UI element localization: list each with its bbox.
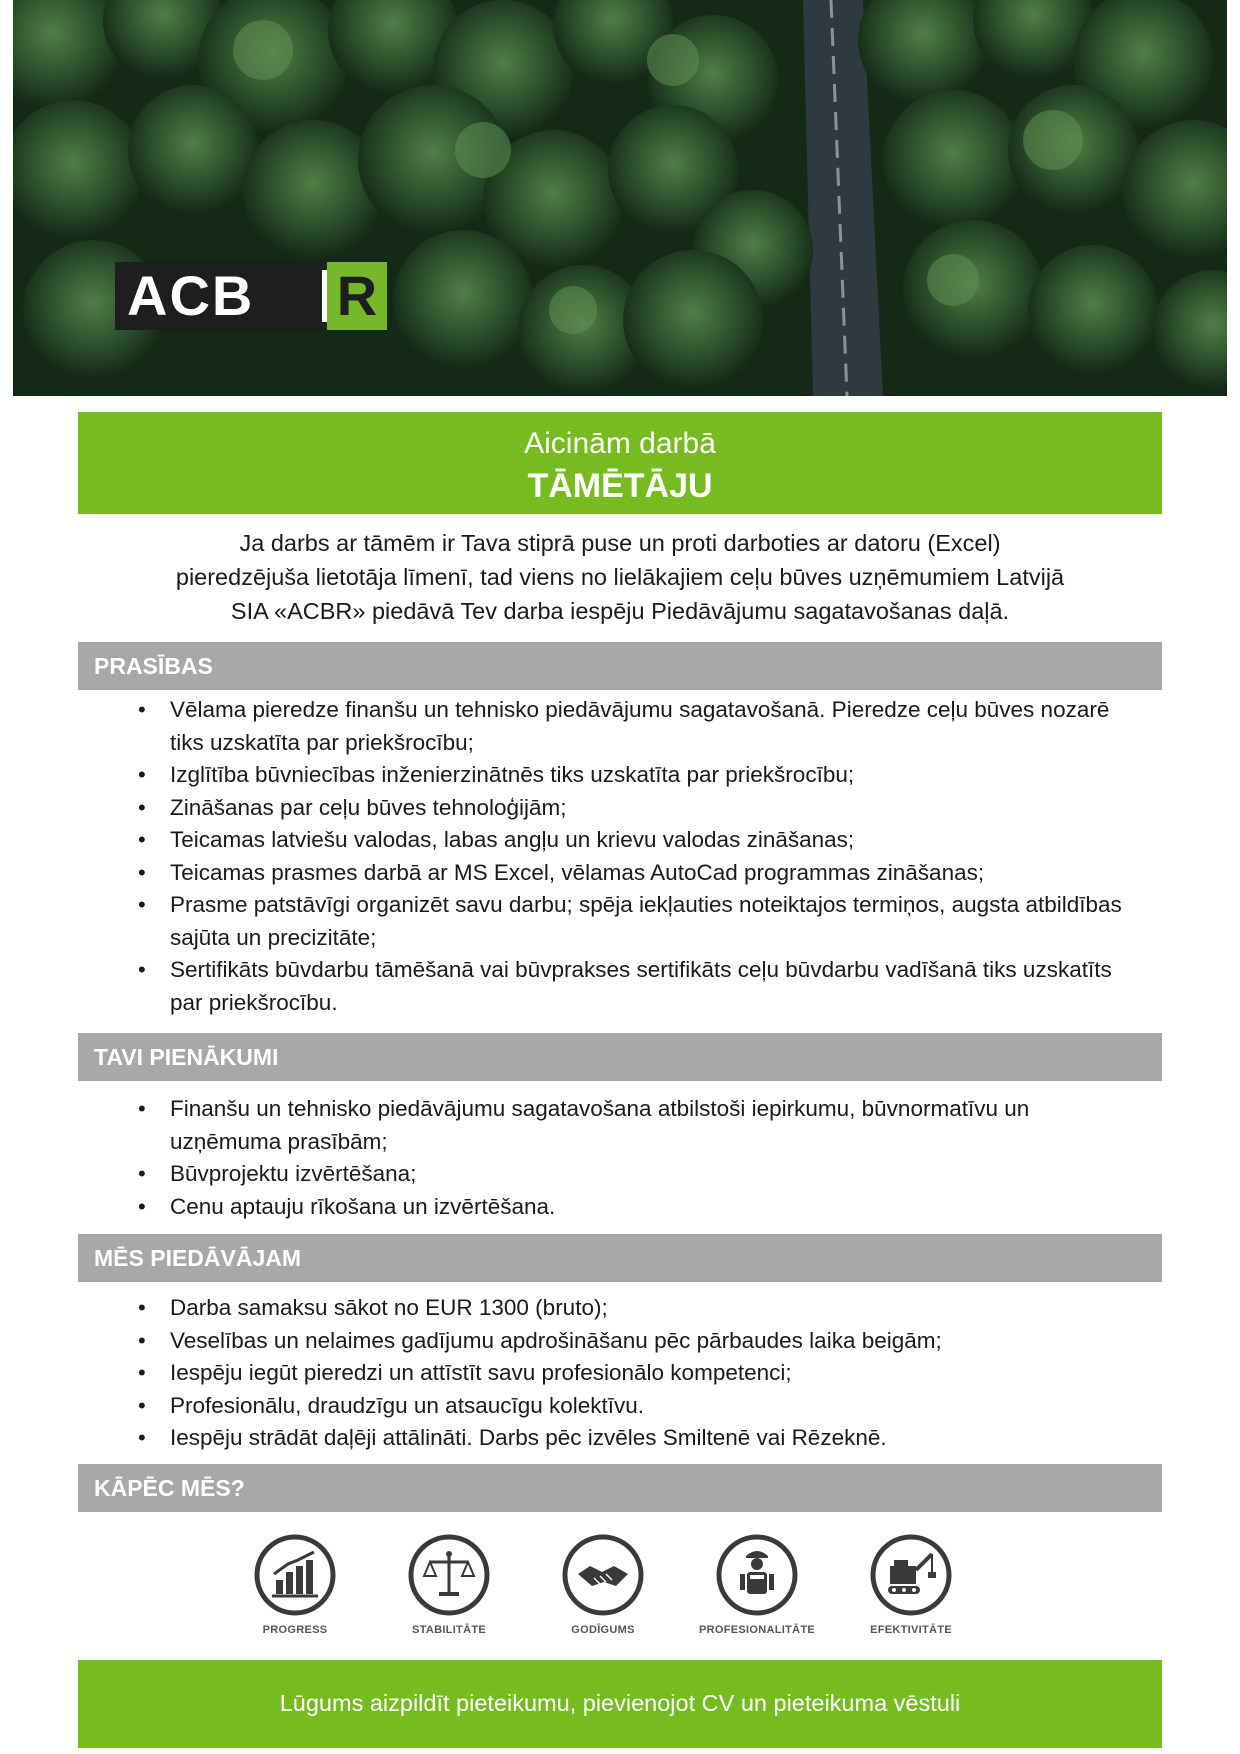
list-item: • Sertifikāts būvdarbu tāmēšanā vai būvprakses sertifikāts ceļu būvdarbu vadīšanā tiks uzskatīts par priekšrocību. <box>138 954 1138 1019</box>
requirements-heading: PRASĪBAS <box>78 642 1162 690</box>
list-item: • Cenu aptauju rīkošana un izvērtēšana. <box>138 1191 1138 1224</box>
offer-list <box>138 1292 1138 1455</box>
value-label: PROGRESS <box>262 1624 328 1636</box>
value-label: EFEKTIVITĀTE <box>870 1624 952 1636</box>
chart-icon <box>220 1530 370 1620</box>
list-item: • Profesionālu, draudzīgu un atsaucīgu kolektīvu. <box>138 1390 1138 1423</box>
duties-heading: TAVI PIENĀKUMI <box>78 1033 1162 1081</box>
acbr-logo <box>115 262 387 330</box>
intro-paragraph <box>78 526 1162 628</box>
logo-text: ACB <box>115 262 323 330</box>
list-item: • Izglītība būvniecības inženierzinātnēs tiks uzskatīta par priekšrocību; <box>138 759 1138 792</box>
value-progress <box>220 1530 370 1636</box>
intro-line: SIA «ACBR» piedāvā Tev darba iespēju Piedāvājumu sagatavošanas daļā. <box>230 598 1010 624</box>
list-item: • Darba samaksu sākot no EUR 1300 (bruto); <box>138 1292 1138 1325</box>
list-item: • Prasme patstāvīgi organizēt savu darbu; spēja iekļauties noteiktajos termiņos, augsta atbildības sajūta un precizitāte; <box>138 889 1138 954</box>
offer-heading: MĒS PIEDĀVĀJAM <box>78 1234 1162 1282</box>
worker-icon <box>682 1530 832 1620</box>
list-item: • Būvprojektu izvērtēšana; <box>138 1158 1138 1191</box>
list-item: • Veselības un nelaimes gadījumu apdrošināšanu pēc pārbaudes laika beigām; <box>138 1325 1138 1358</box>
value-honesty <box>528 1530 678 1636</box>
list-item: • Zināšanas par ceļu būves tehnoloģijām; <box>138 792 1138 825</box>
list-item: • Teicamas prasmes darbā ar MS Excel, vēlamas AutoCad programmas zināšanas; <box>138 857 1138 890</box>
job-title-banner <box>78 412 1162 514</box>
intro-line: Ja darbs ar tāmēm ir Tava stiprā puse un proti darboties ar datoru (Excel) <box>239 530 1001 556</box>
value-label: PROFESIONALITĀTE <box>698 1624 816 1636</box>
crane-icon <box>836 1530 986 1620</box>
value-professionalism <box>682 1530 832 1636</box>
logo-letter: R <box>327 262 387 330</box>
duties-list <box>138 1093 1138 1223</box>
footer-banner: Lūgums aizpildīt pieteikumu, pievienojot CV un pieteikuma vēstuli <box>78 1660 1162 1748</box>
value-efficiency <box>836 1530 986 1636</box>
values-icons <box>220 1530 1020 1650</box>
list-item: • Iespēju strādāt daļēji attālināti. Darbs pēc izvēles Smiltenē vai Rēzeknē. <box>138 1422 1138 1455</box>
scales-icon <box>374 1530 524 1620</box>
list-item: • Iespēju iegūt pieredzi un attīstīt savu profesionālo kompetenci; <box>138 1357 1138 1390</box>
banner-title: TĀMĒTĀJU <box>527 467 713 505</box>
banner-subtitle: Aicinām darbā <box>524 427 716 460</box>
list-item: • Vēlama pieredze finanšu un tehnisko piedāvājumu sagatavošanā. Pieredze ceļu būves nozarē tiks uzskatīta par priekšrocību; <box>138 694 1138 759</box>
handshake-icon <box>528 1530 678 1620</box>
hero-image <box>13 0 1227 396</box>
list-item: • Teicamas latviešu valodas, labas angļu un krievu valodas zināšanas; <box>138 824 1138 857</box>
intro-line: pieredzējuša lietotāja līmenī, tad viens no lielākajiem ceļu būves uzņēmumiem Latvijā <box>175 564 1065 590</box>
why-heading: KĀPĒC MĒS? <box>78 1464 1162 1512</box>
forest-road-illustration <box>13 0 1227 396</box>
list-item: • Finanšu un tehnisko piedāvājumu sagatavošana atbilstoši iepirkumu, būvnormatīvu un uzņēmuma prasībām; <box>138 1093 1138 1158</box>
value-label: GODĪGUMS <box>571 1624 635 1636</box>
requirements-list <box>138 694 1138 1019</box>
value-label: STABILITĀTE <box>412 1624 486 1636</box>
value-stability <box>374 1530 524 1636</box>
